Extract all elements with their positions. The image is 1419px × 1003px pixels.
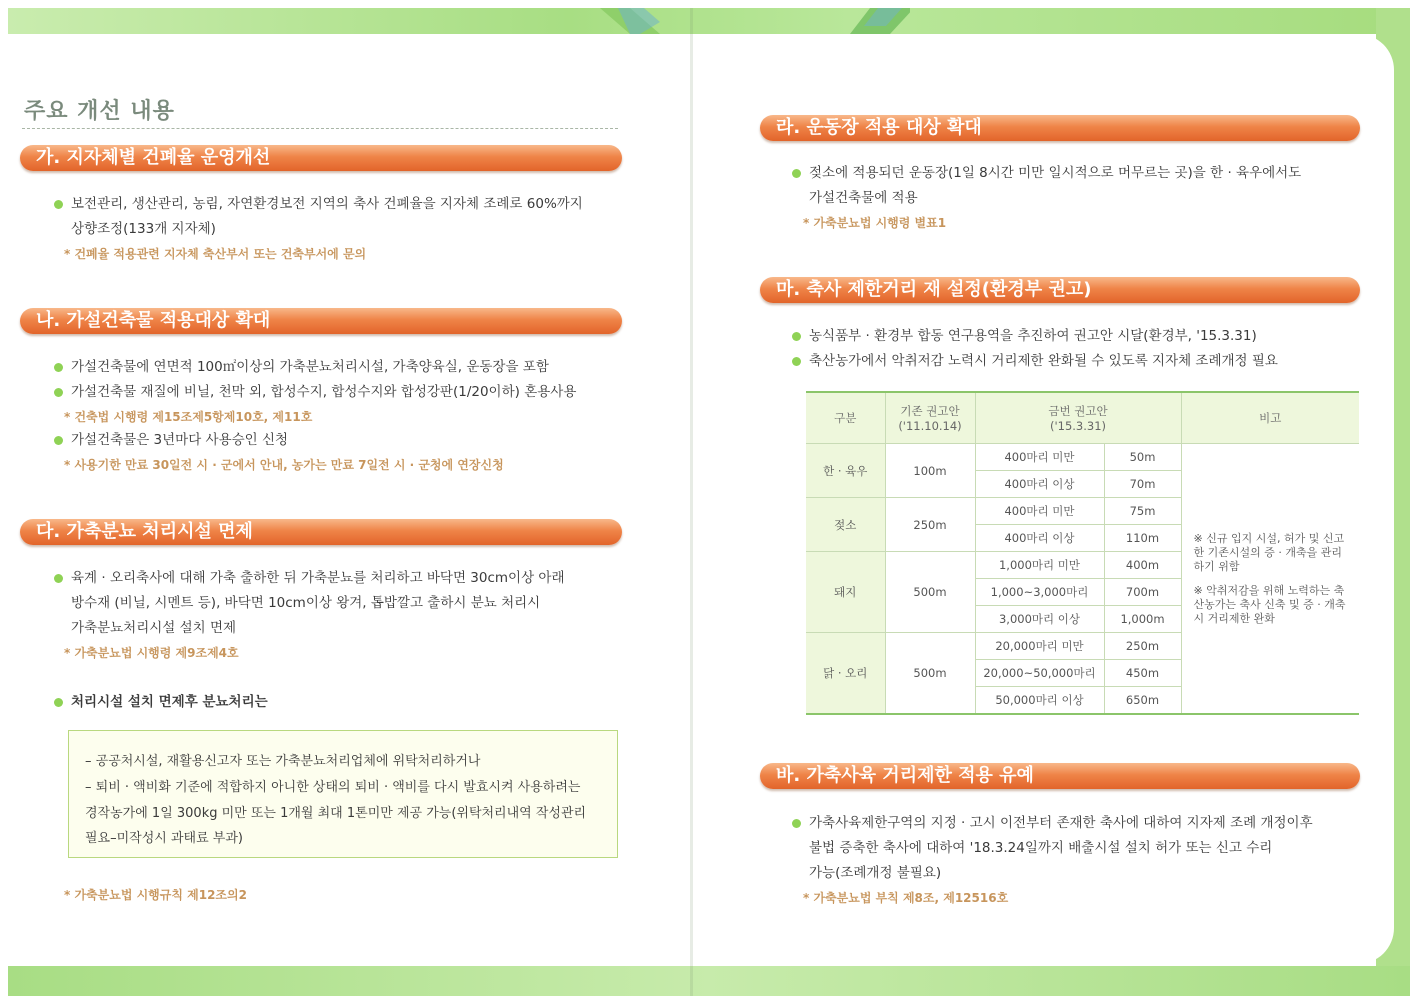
bullet-b3 (71, 428, 288, 453)
section-header-a: 가. 지자체별 건폐율 운영개선 (20, 145, 622, 171)
cell-scale: 20,000~50,000마리 (975, 660, 1104, 687)
disposal-methods-box (68, 730, 618, 858)
page-title: 주요 개선 내용 (24, 99, 175, 124)
note-a: * 건폐율 적용관련 지자체 축산부서 또는 건축부서에 문의 (64, 247, 367, 261)
bullet-dot-icon (54, 436, 63, 445)
cell-scale: 400마리 이상 (975, 471, 1104, 498)
bottom-border-band (8, 966, 1410, 996)
section-header-f: 바. 가축사육 거리제한 적용 유예 (760, 763, 1360, 789)
cell-distance: 650m (1104, 687, 1181, 715)
cell-scale: 50,000마리 이상 (975, 687, 1104, 715)
distance-limit-table (806, 391, 1359, 715)
box-line-3: 경작농가에 1일 300kg 미만 또는 1개월 최대 1톤미만 제공 가능(위탁처리내역 작성관리 (85, 806, 587, 821)
bullet-dot-icon (54, 698, 63, 707)
title-divider (22, 128, 618, 129)
bullet-f1 (809, 811, 1313, 886)
bullet-f1-line1: 가축사육제한구역의 지정 · 고시 이전부터 존재한 축사에 대하여 지자제 조례 개정이후 (809, 815, 1313, 831)
bullet-a1 (71, 192, 583, 242)
header-new-line1: 금번 권고안 (1048, 404, 1108, 418)
bullet-dot-icon (54, 574, 63, 583)
bullet-e2 (809, 349, 1278, 374)
remark-1: ※ 신규 입지 시설, 허가 및 신고한 기존시설의 증 · 개축을 관리하기 위함 (1193, 531, 1345, 573)
bullet-dot-icon (792, 169, 801, 178)
cell-old: 500m (885, 552, 975, 633)
header-old-line1: 기존 권고안 (900, 404, 960, 418)
bullet-b2-text: 가설건축물 재질에 비닐, 천막 외, 합성수지, 합성수지와 합성강판(1/20이하) 혼용사용 (71, 384, 577, 400)
note-d: * 가축분뇨법 시행령 별표1 (803, 216, 947, 230)
cell-scale: 1,000마리 미만 (975, 552, 1104, 579)
bullet-d1-line2: 가설건축물에 적용 (809, 190, 918, 206)
bullet-d1-line1: 젖소에 적용되던 운동장(1일 8시간 미만 일시적으로 머무르는 곳)을 한 · 육우에서도 (809, 165, 1302, 181)
bullet-c1-line3: 가축분뇨처리시설 설치 면제 (71, 620, 237, 636)
bullet-e1 (809, 324, 1257, 349)
header-old-recommendation (885, 392, 975, 444)
cell-distance: 1,000m (1104, 606, 1181, 633)
bullet-c2-text: 처리시설 설치 면제후 분뇨처리는 (71, 694, 268, 710)
cell-category: 젖소 (806, 498, 885, 552)
box-line-1: – 공공처시설, 재활용신고자 또는 가축분뇨처리업체에 위탁처리하거나 (85, 754, 481, 769)
bullet-c1-line1: 육계 · 오리축사에 대해 가축 출하한 뒤 가축분뇨를 처리하고 바닥면 30cm이상 아래 (71, 570, 565, 586)
header-new-line2: ('15.3.31) (1049, 419, 1107, 433)
cell-category: 한 · 육우 (806, 444, 885, 498)
note-b2: * 사용기한 만료 30일전 시 · 군에서 안내, 농가는 만료 7일전 시 · 군청에 연장신청 (64, 458, 504, 472)
page-fold (690, 8, 693, 996)
bullet-b1-text: 가설건축물에 연면적 100㎡이상의 가축분뇨처리시설, 가축양육실, 운동장을 포함 (71, 359, 549, 375)
bullet-c2 (71, 690, 268, 715)
top-border-band (8, 8, 1410, 34)
diamond-ornament-left (600, 8, 660, 34)
header-old-line2: ('11.10.14) (898, 419, 962, 433)
diamond-ornament-right (850, 8, 910, 34)
cell-distance: 75m (1104, 498, 1181, 525)
cell-distance: 110m (1104, 525, 1181, 552)
note-b1: * 건축법 시행령 제15조제5항제10호, 제11호 (64, 410, 313, 424)
bullet-d1 (809, 161, 1301, 211)
bullet-e2-text: 축산농가에서 악취저감 노력시 거리제한 완화될 수 있도록 지자체 조례개정 필요 (809, 353, 1278, 369)
cell-scale: 400마리 미만 (975, 498, 1104, 525)
bullet-dot-icon (54, 200, 63, 209)
cell-distance: 700m (1104, 579, 1181, 606)
cell-old: 250m (885, 498, 975, 552)
header-category: 구분 (806, 392, 885, 444)
bullet-f1-line3: 가능(조례개정 불필요) (809, 865, 942, 881)
section-header-d: 라. 운동장 적용 대상 확대 (760, 115, 1360, 141)
note-f: * 가축분뇨법 부칙 제8조, 제12516호 (803, 891, 1009, 905)
table-row (806, 444, 1359, 471)
cell-distance: 50m (1104, 444, 1181, 471)
table-header-row (806, 392, 1359, 444)
cell-distance: 250m (1104, 633, 1181, 660)
header-new-recommendation (975, 392, 1181, 444)
box-line-2: – 퇴비 · 액비화 기준에 적합하지 아니한 상태의 퇴비 · 액비를 다시 발효시켜 사용하려는 (85, 780, 581, 795)
cell-distance: 70m (1104, 471, 1181, 498)
section-header-b: 나. 가설건축물 적용대상 확대 (20, 308, 622, 334)
bullet-a1-line1: 보전관리, 생산관리, 농림, 자연환경보전 지역의 축사 건폐율을 지자체 조례로 60%까지 (71, 196, 583, 212)
cell-category: 돼지 (806, 552, 885, 633)
note-c2: * 가축분뇨법 시행규칙 제12조의2 (64, 888, 247, 902)
section-header-e: 마. 축사 제한거리 재 설정(환경부 권고) (760, 277, 1360, 303)
note-c1: * 가축분뇨법 시행령 제9조제4호 (64, 646, 239, 660)
bullet-dot-icon (792, 357, 801, 366)
bullet-b2 (71, 380, 576, 405)
bullet-b3-text: 가설건축물은 3년마다 사용승인 신청 (71, 432, 289, 448)
cell-scale: 20,000마리 미만 (975, 633, 1104, 660)
cell-scale: 3,000마리 이상 (975, 606, 1104, 633)
bullet-c1-line2: 방수재 (비닐, 시멘트 등), 바닥면 10cm이상 왕겨, 톱밥깔고 출하시 분뇨 처리시 (71, 595, 541, 611)
bullet-dot-icon (54, 388, 63, 397)
remark-2: ※ 악취저감을 위해 노력하는 축산농가는 축사 신축 및 증 · 개축시 거리제한 완화 (1193, 583, 1346, 625)
cell-remark (1181, 444, 1359, 715)
cell-old: 100m (885, 444, 975, 498)
bullet-c1 (71, 566, 565, 641)
cell-scale: 400마리 미만 (975, 444, 1104, 471)
bullet-e1-text: 농식품부 · 환경부 합동 연구용역을 추진하여 권고안 시달(환경부, '15.3.31) (809, 328, 1257, 344)
cell-category: 닭 · 오리 (806, 633, 885, 715)
cell-distance: 400m (1104, 552, 1181, 579)
bullet-dot-icon (54, 363, 63, 372)
cell-scale: 1,000~3,000마리 (975, 579, 1104, 606)
bullet-dot-icon (792, 819, 801, 828)
bullet-dot-icon (792, 332, 801, 341)
bullet-b1 (71, 355, 549, 380)
box-line-4: 필요–미작성시 과태료 부과) (85, 831, 243, 846)
cell-scale: 400마리 이상 (975, 525, 1104, 552)
header-remark: 비고 (1181, 392, 1359, 444)
bullet-a1-line2: 상향조정(133개 지자체) (71, 221, 216, 237)
cell-distance: 450m (1104, 660, 1181, 687)
bullet-f1-line2: 불법 증축한 축사에 대하여 '18.3.24일까지 배출시설 설치 허가 또는 신고 수리 (809, 840, 1273, 856)
cell-old: 500m (885, 633, 975, 715)
section-header-c: 다. 가축분뇨 처리시설 면제 (20, 519, 622, 545)
